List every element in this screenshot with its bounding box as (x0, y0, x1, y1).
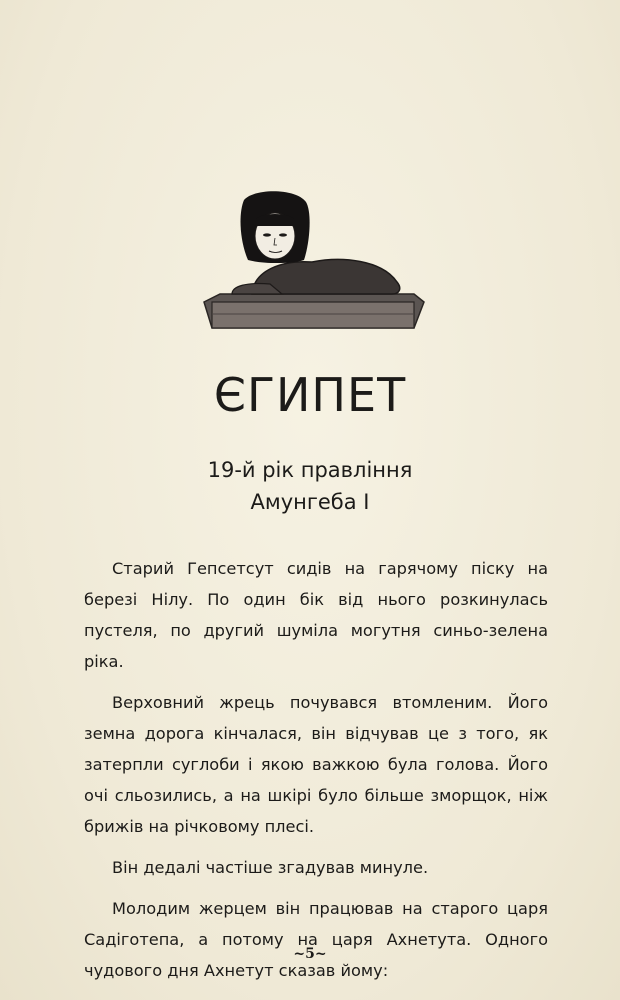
paragraph: Молодим жерцем він працював на старого царя Садіготепа, а потому на царя Ахнетута. Одного чудового дня Ахнетут сказав йому: (84, 899, 548, 980)
chapter-subtitle-ruler: Амунгеба І (250, 490, 370, 514)
page-number: ~5~ (293, 946, 327, 962)
sphinx-illustration (192, 190, 432, 350)
paragraph: Він дедалі частіше згадував минуле. (112, 858, 429, 877)
paragraph: Верховний жрець почувався втомленим. Його земна дорога кінчалася, він відчував це з того, як затерпли суглоби і якою важкою була голова. Його очі сльозились, а на шкірі було більше зморщок, ніж брижів на річковому плесі. (84, 693, 548, 836)
chapter-subtitle-year: 19-й рік правління (207, 458, 413, 482)
paragraph: Старий Гепсетсут сидів на гарячому піску на березі Нілу. По один бік від нього розкинулась пустеля, по другий шуміла могутня синьо-зелена ріка. (84, 559, 548, 671)
body-text (84, 553, 548, 996)
chapter-title: ЄГИПЕТ (213, 368, 407, 422)
